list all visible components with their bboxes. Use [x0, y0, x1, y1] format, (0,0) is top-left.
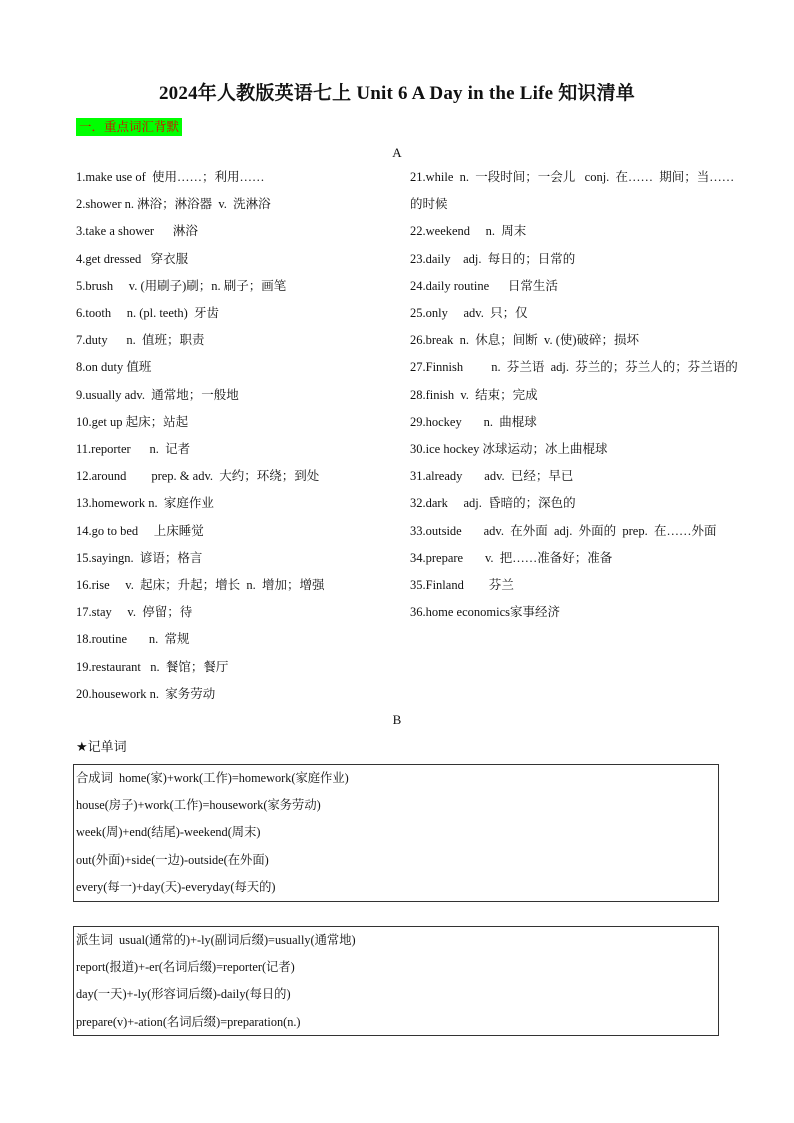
vocab-item: 7.duty n. 值班；职责 — [76, 333, 205, 348]
word-formation-line: out(外面)+side(一边)-outside(在外面) — [76, 852, 269, 867]
vocab-item: 15.sayingn. 谚语；格言 — [76, 550, 203, 565]
vocab-item: 18.routine n. 常规 — [76, 632, 190, 647]
vocab-item: 11.reporter n. 记者 — [76, 442, 191, 457]
word-formation-line: week(周)+end(结尾)-weekend(周末) — [76, 825, 261, 840]
vocab-item: 17.stay v. 停留；待 — [76, 605, 193, 620]
vocab-item: 31.already adv. 已经；早已 — [410, 469, 574, 484]
page-title: 2024年人教版英语七上 Unit 6 A Day in the Life 知识清单 — [158, 83, 636, 104]
word-formation-line: every(每一)+day(天)-everyday(每天的) — [76, 879, 276, 894]
vocab-item: 6.tooth n. (pl. teeth) 牙齿 — [76, 306, 220, 321]
derived-words-box — [73, 926, 719, 1036]
subsection-b-label: B — [392, 712, 402, 727]
vocab-item: 30.ice hockey 冰球运动；冰上曲棍球 — [410, 442, 608, 457]
word-formation-line: prepare(v)+-ation(名词后缀)=preparation(n.) — [76, 1014, 301, 1029]
vocab-item: 32.dark adj. 昏暗的；深色的 — [410, 496, 576, 511]
vocab-item: 9.usually adv. 通常地；一般地 — [76, 387, 239, 402]
vocab-item: 16.rise v. 起床；升起；增长 n. 增加；增强 — [76, 578, 325, 593]
vocab-item: 22.weekend n. 周末 — [410, 224, 527, 239]
word-formation-line: house(房子)+work(工作)=housework(家务劳动) — [76, 798, 321, 813]
vocab-item: 27.Finnish n. 芬兰语 adj. 芬兰的；芬兰人的；芬兰语的 — [410, 360, 738, 375]
vocab-item: 36.home economics家事经济 — [410, 605, 560, 620]
section-heading-vocabulary: 一．重点词汇背默 — [76, 118, 182, 136]
vocab-item: 8.on duty 值班 — [76, 360, 152, 375]
vocab-item: 23.daily adj. 每日的；日常的 — [410, 251, 576, 266]
vocab-item: 20.housework n. 家务劳动 — [76, 686, 216, 701]
subsection-a-label: A — [392, 145, 402, 160]
vocab-item: 1.make use of 使用……；利用…… — [76, 170, 265, 184]
vocab-item: 29.hockey n. 曲棍球 — [410, 414, 537, 429]
word-formation-line: 合成词 home(家)+work(工作)=homework(家庭作业) — [76, 771, 349, 785]
vocab-item: 28.finish v. 结束；完成 — [410, 387, 538, 402]
vocab-item: 2.shower n. 淋浴；淋浴器 v. 洗淋浴 — [76, 197, 271, 212]
vocab-item: 24.daily routine 日常生活 — [410, 278, 558, 293]
word-formation-line: day(一天)+-ly(形容词后缀)-daily(每日的) — [76, 987, 291, 1002]
vocab-item: 12.around prep. & adv. 大约；环绕；到处 — [76, 469, 320, 484]
compound-words-box — [73, 764, 719, 902]
vocab-item: 21.while n. 一段时间；一会儿 conj. 在…… 期间；当……的时候 — [410, 170, 735, 212]
word-formation-line: report(报道)+-er(名词后缀)=reporter(记者) — [76, 960, 295, 975]
vocab-item: 5.brush v. (用刷子)刷；n. 刷子；画笔 — [76, 278, 287, 293]
vocab-item: 10.get up 起床；站起 — [76, 414, 189, 429]
vocab-item: 14.go to bed 上床睡觉 — [76, 523, 204, 538]
vocab-item: 34.prepare v. 把……准备好；准备 — [410, 550, 613, 565]
vocab-item: 35.Finland 芬兰 — [410, 578, 514, 593]
vocab-item: 13.homework n. 家庭作业 — [76, 496, 214, 511]
vocab-item: 25.only adv. 只；仅 — [410, 306, 528, 321]
memorize-words-label: ★记单词 — [76, 740, 127, 755]
vocab-item: 4.get dressed 穿衣服 — [76, 251, 189, 266]
vocab-list-left — [76, 164, 396, 708]
vocab-item: 26.break n. 休息；间断 v. (使)破碎；损坏 — [410, 333, 640, 348]
vocab-item: 3.take a shower 淋浴 — [76, 224, 198, 239]
vocab-item: 33.outside adv. 在外面 adj. 外面的 prep. 在……外面 — [410, 523, 717, 538]
vocab-item: 19.restaurant n. 餐馆；餐厅 — [76, 659, 229, 674]
vocab-list-right — [410, 164, 740, 626]
word-formation-line: 派生词 usual(通常的)+-ly(副词后缀)=usually(通常地) — [76, 933, 356, 947]
